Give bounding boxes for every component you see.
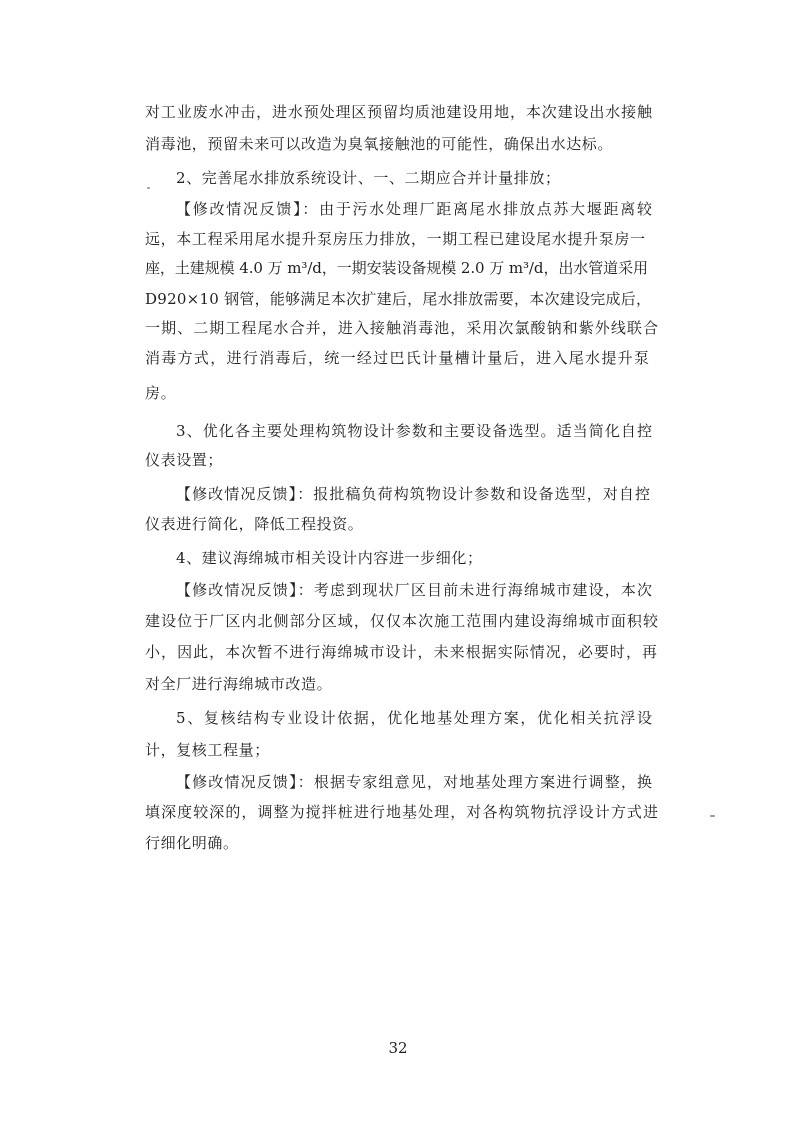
feedback-line: 消毒方式，进行消毒后，统一经过巴氏计量槽计量后，进入尾水提升泵 (145, 349, 651, 367)
feedback-line: 建设位于厂区内北侧部分区域，仅仅本次施工范围内建设海绵城市面积较 (145, 612, 660, 630)
paragraph-line: 对工业废水冲击，进水预处理区预留均质池建设用地，本次建设出水接触 (145, 103, 653, 121)
item-heading-line: 2、完善尾水排放系统设计、一、二期应合并计量排放； (176, 169, 561, 187)
feedback-line: 座，土建规模 4.0 万 m³/d，一期安装设备规模 2.0 万 m³/d，出水管道采用 (145, 259, 648, 277)
feedback-line: 仪表进行简化，降低工程投资。 (145, 515, 364, 533)
feedback-line: 【修改情况反馈】：报批稿负荷构筑物设计参数和设备选型，对自控 (176, 485, 652, 503)
scan-speck (147, 187, 150, 189)
item-heading-line: 3、优化各主要处理构筑物设计参数和主要设备选型。适当简化自控 (176, 422, 654, 440)
feedback-line: 【修改情况反馈】：根据专家组意见，对地基处理方案进行调整，换 (176, 773, 654, 791)
paragraph-line: 消毒池，预留未来可以改造为臭氧接触池的可能性，确保出水达标。 (145, 135, 614, 153)
feedback-line: 【修改情况反馈】：考虑到现状厂区目前未进行海绵城市建设，本次 (176, 581, 654, 599)
feedback-line: 【修改情况反馈】：由于污水处理厂距离尾水排放点苏大堰距离较 (176, 200, 654, 218)
feedback-line: D920×10 钢管，能够满足本次扩建后，尾水排放需要，本次建设完成后， (145, 290, 652, 308)
feedback-line: 行细化明确。 (145, 834, 239, 852)
feedback-line: 房。 (145, 384, 177, 402)
item-heading-line: 仪表设置； (145, 451, 224, 469)
feedback-line: 对全厂进行海绵城市改造。 (145, 675, 333, 693)
item-heading-line: 4、建议海绵城市相关设计内容进一步细化； (176, 549, 483, 567)
item-heading-line: 5、复核结构专业设计依据，优化地基处理方案，优化相关抗浮设 (176, 709, 654, 727)
feedback-line: 填深度较深的，调整为搅拌桩进行地基处理，对各构筑物抗浮设计方式进 (145, 803, 660, 821)
feedback-line: 远，本工程采用尾水提升泵房压力排放，一期工程已建设尾水提升泵房一 (145, 230, 646, 248)
scan-speck (710, 815, 715, 817)
feedback-line: 一期、二期工程尾水合并，进入接触消毒池，采用次氯酸钠和紫外线联合 (145, 319, 660, 337)
item-heading-line: 计，复核工程量； (145, 741, 270, 759)
feedback-line: 小，因此，本次暂不进行海绵城市设计，未来根据实际情况，必要时，再 (145, 643, 659, 661)
page-number: 32 (388, 1039, 408, 1057)
